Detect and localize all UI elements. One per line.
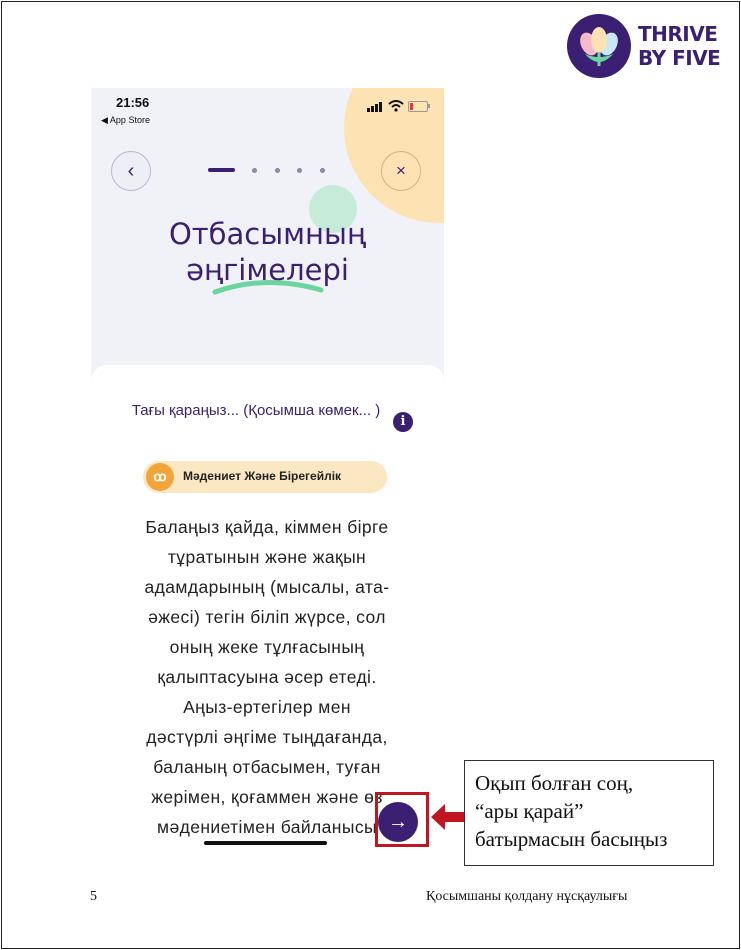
app-screenshot (91, 88, 444, 852)
progress-step (297, 168, 302, 173)
body-line: тұратынын және жақын (167, 547, 367, 567)
home-indicator (204, 841, 327, 845)
body-line: дәстүрлі әңгіме тыңдағанда, (146, 727, 388, 747)
info-icon[interactable]: i (393, 412, 413, 432)
app-store-back-link[interactable]: ◀ App Store (101, 115, 150, 125)
progress-step (252, 168, 257, 173)
page-number: 5 (90, 889, 97, 904)
see-also-link[interactable]: Тағы қараңыз... (Қосымша көмек... ) (131, 402, 381, 419)
logo-line-2: BY FIVE (638, 46, 721, 70)
story-body-text (125, 512, 409, 842)
battery-icon (408, 101, 428, 112)
footer-title: Қосымшаны қолдану нұсқаулығы (426, 889, 628, 904)
body-line: қалыптасуына әсер етеді. (157, 667, 377, 687)
next-button-highlight (375, 792, 429, 847)
progress-step (320, 168, 325, 173)
callout-line: Оқып болған соң, (475, 771, 634, 795)
chevron-left-icon: ‹ (127, 160, 135, 182)
status-icons (367, 100, 431, 114)
body-line: Балаңыз қайда, кіммен бірге (145, 517, 389, 537)
logo-wordmark (638, 22, 720, 70)
close-icon: × (396, 161, 406, 180)
status-time: 21:56 (116, 95, 150, 110)
red-arrow-icon (431, 804, 467, 830)
body-line: мәдениетімен байланысы (157, 817, 377, 837)
body-line: Аңыз-ертегілер мен (183, 697, 351, 717)
flower-logo-icon (567, 14, 631, 78)
progress-step (275, 168, 280, 173)
body-line: адамдарының (мысалы, ата- (144, 577, 390, 597)
callout-line: батырмасын басыңыз (475, 827, 668, 851)
category-tag (143, 461, 387, 493)
body-line: жерімен, қоғаммен және өз (151, 787, 383, 807)
instruction-callout (464, 760, 714, 866)
title-line-2: әңгімелері (186, 253, 349, 287)
body-line: оның жеке тұлғасының (169, 637, 365, 657)
culture-icon: ꝏ (146, 463, 174, 491)
logo-line-1: THRIVE (638, 22, 718, 46)
body-line: баланың отбасымен, туған (153, 757, 381, 777)
title-underline-swoosh (211, 276, 326, 298)
progress-step-active (208, 168, 235, 172)
close-button[interactable] (381, 151, 421, 191)
category-label: Мәдениет Және Бірегейлік (183, 469, 342, 483)
back-button[interactable] (111, 151, 151, 191)
callout-line: “ары қарай” (475, 799, 584, 823)
thrive-by-five-logo (567, 14, 721, 78)
title-line-1: Отбасымның (168, 217, 367, 251)
body-line: әжесі) тегін біліп жүрсе, сол (148, 607, 386, 627)
wifi-icon (388, 100, 404, 112)
arrow-right-icon: → (388, 811, 408, 833)
